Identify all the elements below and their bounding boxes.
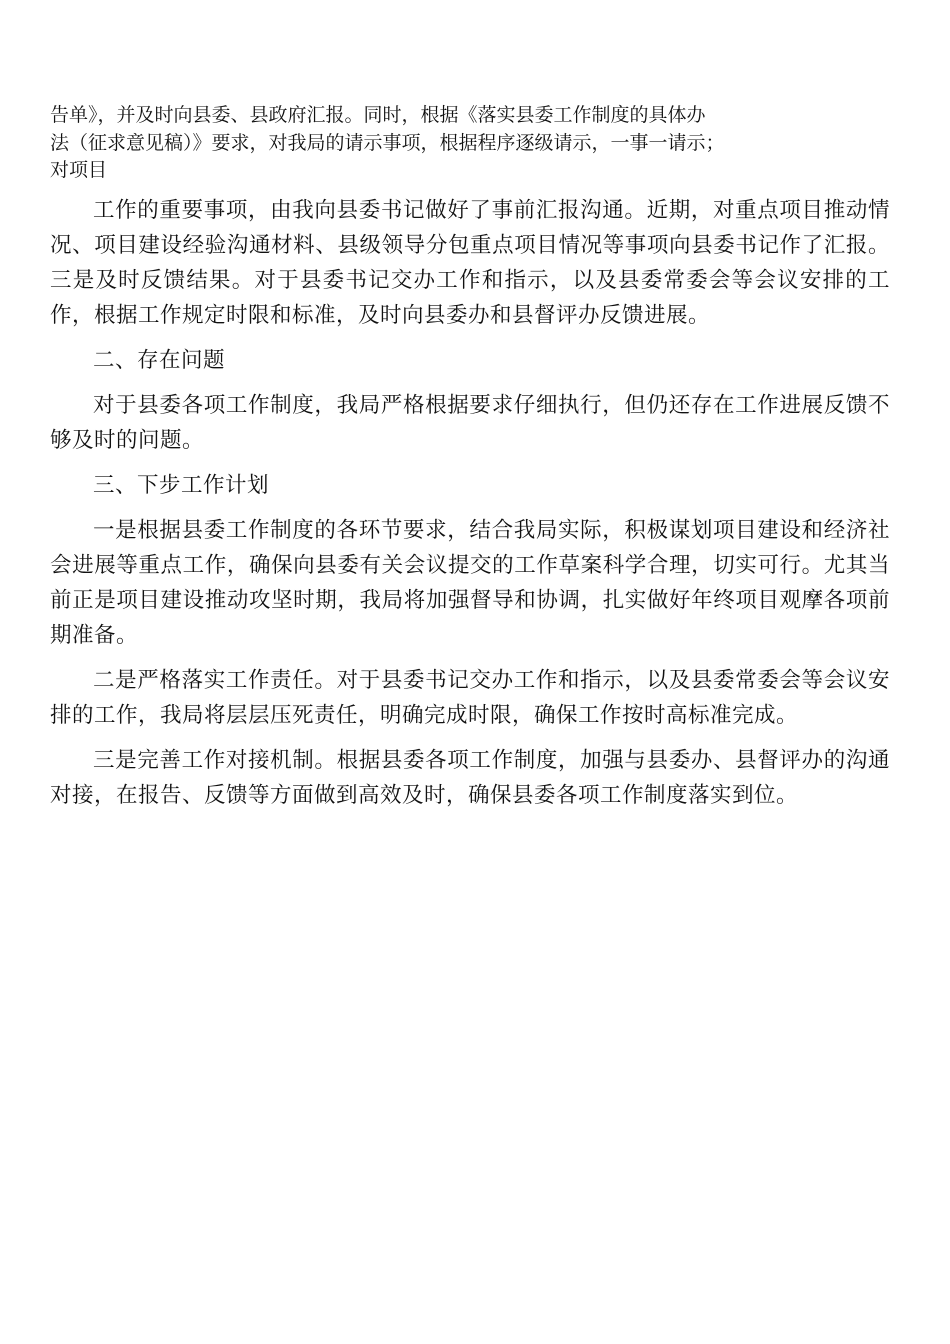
- paragraph-plan-one: 一是根据县委工作制度的各环节要求，结合我局实际，积极谋划项目建设和经济社会进展等重点工作，确保向县委有关会议提交的工作草案科学合理，切实可行。尤其当前正是项目建设推动攻坚时期，我局将加强督导和协调，扎实做好年终项目观摩各项前期准备。: [50, 518, 890, 648]
- section-heading-next-plan: 三、下步工作计划: [93, 473, 270, 498]
- paragraph-problems: 对于县委各项工作制度，我局严格根据要求仔细执行，但仍还存在工作进展反馈不够及时的问题。: [50, 393, 890, 453]
- document-body: [50, 193, 890, 813]
- paragraph-report-progress: 工作的重要事项，由我向县委书记做好了事前汇报沟通。近期，对重点项目推动情况、项目建设经验沟通材料、县级领导分包重点项目情况等事项向县委书记作了汇报。三是及时反馈结果。对于县委书记交办工作和指示，以及县委常委会等会议安排的工作，根据工作规定时限和标准，及时向县委办和县督评办反馈进展。: [50, 198, 890, 328]
- section-heading-problems: 二、存在问题: [93, 348, 226, 373]
- intro-line-3: 对项目: [50, 159, 108, 181]
- intro-line-2: 法（征求意见稿）》要求，对我局的请示事项，根据程序逐级请示，一事一请示；: [50, 132, 725, 154]
- paragraph-plan-three: 三是完善工作对接机制。根据县委各项工作制度，加强与县委办、县督评办的沟通对接，在报告、反馈等方面做到高效及时，确保县委各项工作制度落实到位。: [50, 748, 890, 808]
- intro-line-1: 告单》，并及时向县委、县政府汇报。同时，根据《落实县委工作制度的具体办: [50, 104, 706, 126]
- paragraph-plan-two: 二是严格落实工作责任。对于县委书记交办工作和指示，以及县委常委会等会议安排的工作，我局将层层压死责任，明确完成时限，确保工作按时高标准完成。: [50, 668, 890, 728]
